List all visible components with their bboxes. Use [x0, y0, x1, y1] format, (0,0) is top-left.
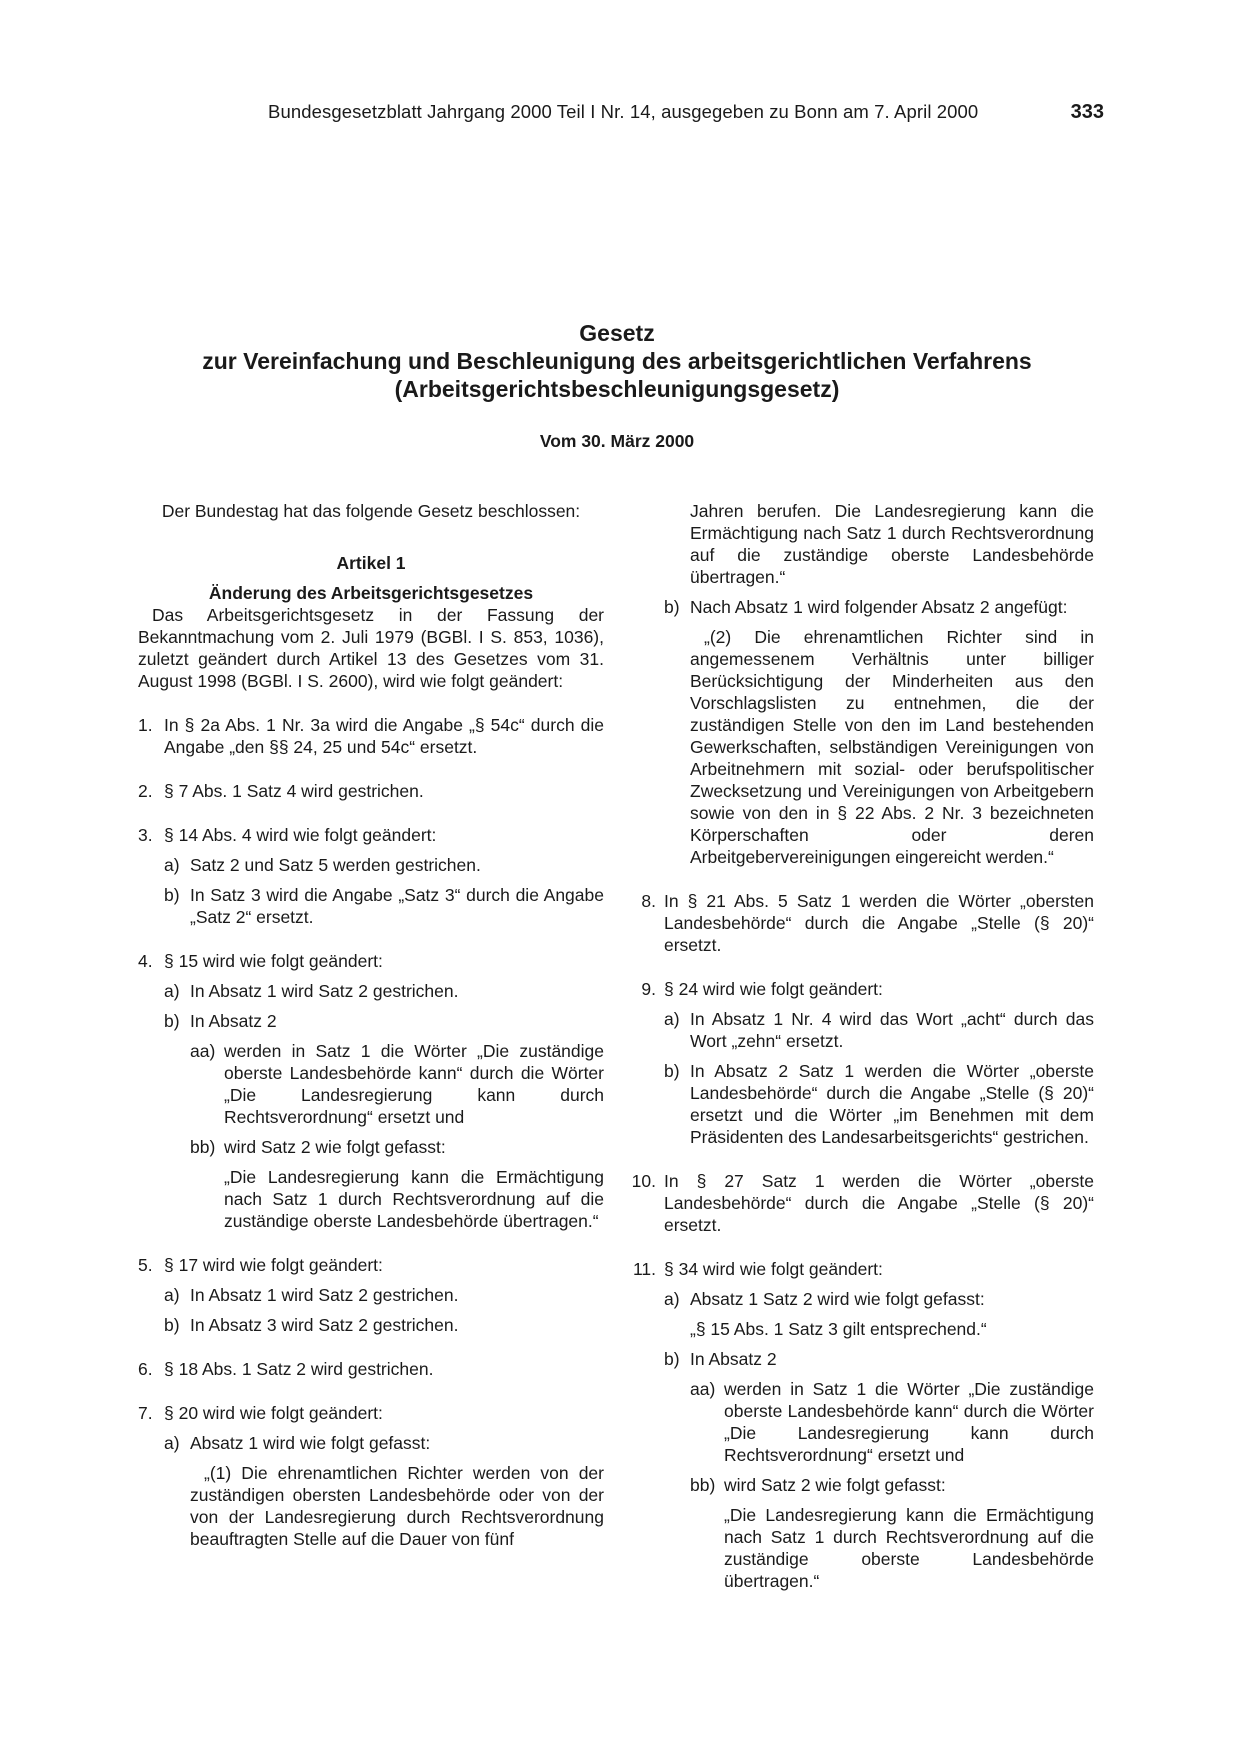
article-heading: Artikel 1 [336, 553, 406, 573]
list-item [138, 1358, 604, 1380]
sub-item-letter: a) [164, 981, 180, 1001]
sub-item-text: In Satz 3 wird die Angabe „Satz 3“ durch die Angabe „Satz 2“ ersetzt. [190, 885, 604, 927]
item-number: 8. [641, 891, 656, 911]
sub-item-letter: b) [664, 1061, 680, 1081]
item-number: 1. [138, 715, 153, 735]
enactment-clause: Der Bundestag hat das folgende Gesetz beschlossen: [161, 501, 581, 521]
item-text: § 14 Abs. 4 wird wie folgt geändert: [164, 825, 437, 845]
list-item [628, 1170, 1094, 1236]
sub-item-letter: a) [164, 1285, 180, 1305]
item-text: § 15 wird wie folgt geändert: [164, 951, 383, 971]
item-text: § 24 wird wie folgt geändert: [664, 979, 883, 999]
list-item [138, 1402, 604, 1424]
left-column [138, 500, 604, 1550]
title-line-2: zur Vereinfachung und Beschleunigung des arbeitsgerichtlichen Verfahrens [202, 348, 1032, 374]
list-item [628, 1258, 1094, 1280]
sub-item-letter: b) [164, 1011, 180, 1031]
sub-item [664, 1348, 1094, 1370]
item-text: § 20 wird wie folgt geändert: [164, 1403, 383, 1423]
sub-item-text: In Absatz 1 wird Satz 2 gestrichen. [190, 981, 459, 1001]
sub-item [164, 1432, 604, 1454]
sub-item [664, 1008, 1094, 1052]
list-item [138, 950, 604, 972]
sub-item [164, 1314, 604, 1336]
page-number: 333 [1070, 101, 1104, 123]
sub-item-letter: b) [164, 1315, 180, 1335]
article-subheading: Änderung des Arbeitsgerichtsgesetzes [208, 583, 534, 603]
list-item [628, 978, 1094, 1000]
title-line-1: Gesetz [579, 320, 655, 346]
quoted-text: „§ 15 Abs. 1 Satz 3 gilt entsprechend.“ [690, 1319, 987, 1339]
sub-sub-item-text: wird Satz 2 wie folgt gefasst: [724, 1475, 946, 1495]
law-title [130, 319, 1104, 403]
item-text: § 7 Abs. 1 Satz 4 wird gestrichen. [164, 781, 424, 801]
sub-sub-item-label: bb) [690, 1475, 716, 1495]
list-item [138, 1254, 604, 1276]
item-number: 5. [138, 1255, 153, 1275]
sub-sub-item [190, 1136, 604, 1158]
sub-item [164, 1010, 604, 1032]
sub-item [664, 1060, 1094, 1148]
sub-item [664, 1288, 1094, 1310]
sub-item-text: Absatz 1 Satz 2 wird wie folgt gefasst: [690, 1289, 985, 1309]
sub-item-letter: b) [664, 1349, 680, 1369]
right-column [628, 500, 1094, 1592]
sub-sub-item-text: werden in Satz 1 die Wörter „Die zuständige oberste Landesbehörde kann“ durch die Wörter „Die Landesregierung kann durch Rechtsverordnung“ ersetzt und [224, 1041, 604, 1127]
sub-item-text: In Absatz 3 wird Satz 2 gestrichen. [190, 1315, 459, 1335]
item-number: 9. [641, 979, 656, 999]
item-number: 2. [138, 781, 153, 801]
sub-item [164, 854, 604, 876]
sub-item [164, 884, 604, 928]
page-header [268, 97, 1104, 127]
sub-item-text: In Absatz 2 [690, 1349, 777, 1369]
sub-sub-item [690, 1378, 1094, 1466]
sub-item-letter: a) [664, 1289, 680, 1309]
sub-item-letter: b) [164, 885, 180, 905]
item-number: 4. [138, 951, 153, 971]
item-number: 3. [138, 825, 153, 845]
sub-item-letter: a) [164, 1433, 180, 1453]
list-item [628, 890, 1094, 956]
item-text: In § 21 Abs. 5 Satz 1 werden die Wörter „obersten Landesbehörde“ durch die Angabe „Stelle (§ 20)“ ersetzt. [664, 891, 1094, 955]
sub-item-text: In Absatz 1 wird Satz 2 gestrichen. [190, 1285, 459, 1305]
quoted-text-continued: Jahren berufen. Die Landesregierung kann die Ermächtigung nach Satz 1 durch Rechtsverordnung auf die zuständige oberste Landesbehörde übertragen.“ [690, 501, 1094, 587]
list-item [138, 824, 604, 846]
sub-sub-item-text: wird Satz 2 wie folgt gefasst: [224, 1137, 446, 1157]
item-number: 6. [138, 1359, 153, 1379]
sub-sub-item-label: bb) [190, 1137, 216, 1157]
sub-item-text: Absatz 1 wird wie folgt gefasst: [190, 1433, 431, 1453]
sub-item [164, 980, 604, 1002]
item-number: 7. [138, 1403, 153, 1423]
item-text: § 17 wird wie folgt geändert: [164, 1255, 383, 1275]
law-date: Vom 30. März 2000 [539, 431, 695, 451]
sub-item-letter: a) [164, 855, 180, 875]
article-intro: Das Arbeitsgerichtsgesetz in der Fassung der Bekanntmachung vom 2. Juli 1979 (BGBl. I S. 853, 1036), zuletzt geändert durch Artikel 13 des Gesetzes vom 31. August 1998 (BGBl. I S. 2600), wird wie folgt geändert: [138, 605, 604, 691]
quoted-text: „(1) Die ehrenamtlichen Richter werden von der zuständigen obersten Landesbehörde oder von der von der Landesregierung durch Rechtsverordnung beauftragten Stelle auf die Dauer von fünf [190, 1463, 604, 1549]
sub-item-text: In Absatz 1 Nr. 4 wird das Wort „acht“ durch das Wort „zehn“ ersetzt. [690, 1009, 1094, 1051]
sub-item [164, 1284, 604, 1306]
sub-item-text: In Absatz 2 [190, 1011, 277, 1031]
sub-sub-item-text: werden in Satz 1 die Wörter „Die zuständige oberste Landesbehörde kann“ durch die Wörter „Die Landesregierung kann durch Rechtsverordnung“ ersetzt und [724, 1379, 1094, 1465]
sub-item-text: Satz 2 und Satz 5 werden gestrichen. [190, 855, 481, 875]
sub-item-text: Nach Absatz 1 wird folgender Absatz 2 angefügt: [690, 597, 1068, 617]
item-text: In § 27 Satz 1 werden die Wörter „oberste Landesbehörde“ durch die Angabe „Stelle (§ 20)“ ersetzt. [664, 1171, 1094, 1235]
item-number: 10. [631, 1171, 656, 1191]
item-text: § 18 Abs. 1 Satz 2 wird gestrichen. [164, 1359, 434, 1379]
quoted-text: „Die Landesregierung kann die Ermächtigung nach Satz 1 durch Rechtsverordnung auf die zuständige oberste Landesbehörde übertragen.“ [724, 1505, 1094, 1591]
item-text: In § 2a Abs. 1 Nr. 3a wird die Angabe „§ 54c“ durch die Angabe „den §§ 24, 25 und 54c“ ersetzt. [164, 715, 604, 757]
sub-sub-item-label: aa) [690, 1379, 716, 1399]
sub-item-letter: a) [664, 1009, 680, 1029]
list-item [138, 714, 604, 758]
title-line-3: (Arbeitsgerichtsbeschleunigungsgesetz) [394, 376, 840, 402]
sub-sub-item [690, 1474, 1094, 1496]
quoted-text: „(2) Die ehrenamtlichen Richter sind in angemessenem Verhältnis unter billiger Berücksichtigung der Minderheiten aus den Vorschlagslisten zu entnehmen, die der zuständigen Stelle von den im Land bestehenden Gewerkschaften, selbständigen Vereinigungen von Arbeitnehmern mit sozial- oder berufspolitischer Zwecksetzung und Vereinigungen von Arbeitgebern sowie von den in § 22 Abs. 2 Nr. 3 bezeichneten Körperschaften oder deren Arbeitgebervereinigungen eingereicht werden.“ [690, 627, 1094, 867]
item-number: 11. [632, 1259, 656, 1279]
sub-sub-item-label: aa) [190, 1041, 216, 1061]
item-text: § 34 wird wie folgt geändert: [664, 1259, 883, 1279]
sub-sub-item [190, 1040, 604, 1128]
sub-item-text: In Absatz 2 Satz 1 werden die Wörter „oberste Landesbehörde“ durch die Angabe „Stelle (§ 20)“ ersetzt und die Wörter „im Benehmen mit dem Präsidenten des Landesarbeitsgerichts“ gestrichen. [690, 1061, 1094, 1147]
quoted-text: „Die Landesregierung kann die Ermächtigung nach Satz 1 durch Rechtsverordnung auf die zuständige oberste Landesbehörde übertragen.“ [224, 1167, 604, 1231]
sub-item-letter: b) [664, 597, 680, 617]
gazette-header: Bundesgesetzblatt Jahrgang 2000 Teil I Nr. 14, ausgegeben zu Bonn am 7. April 2000 [268, 101, 979, 122]
list-item [138, 780, 604, 802]
sub-item [664, 596, 1094, 618]
